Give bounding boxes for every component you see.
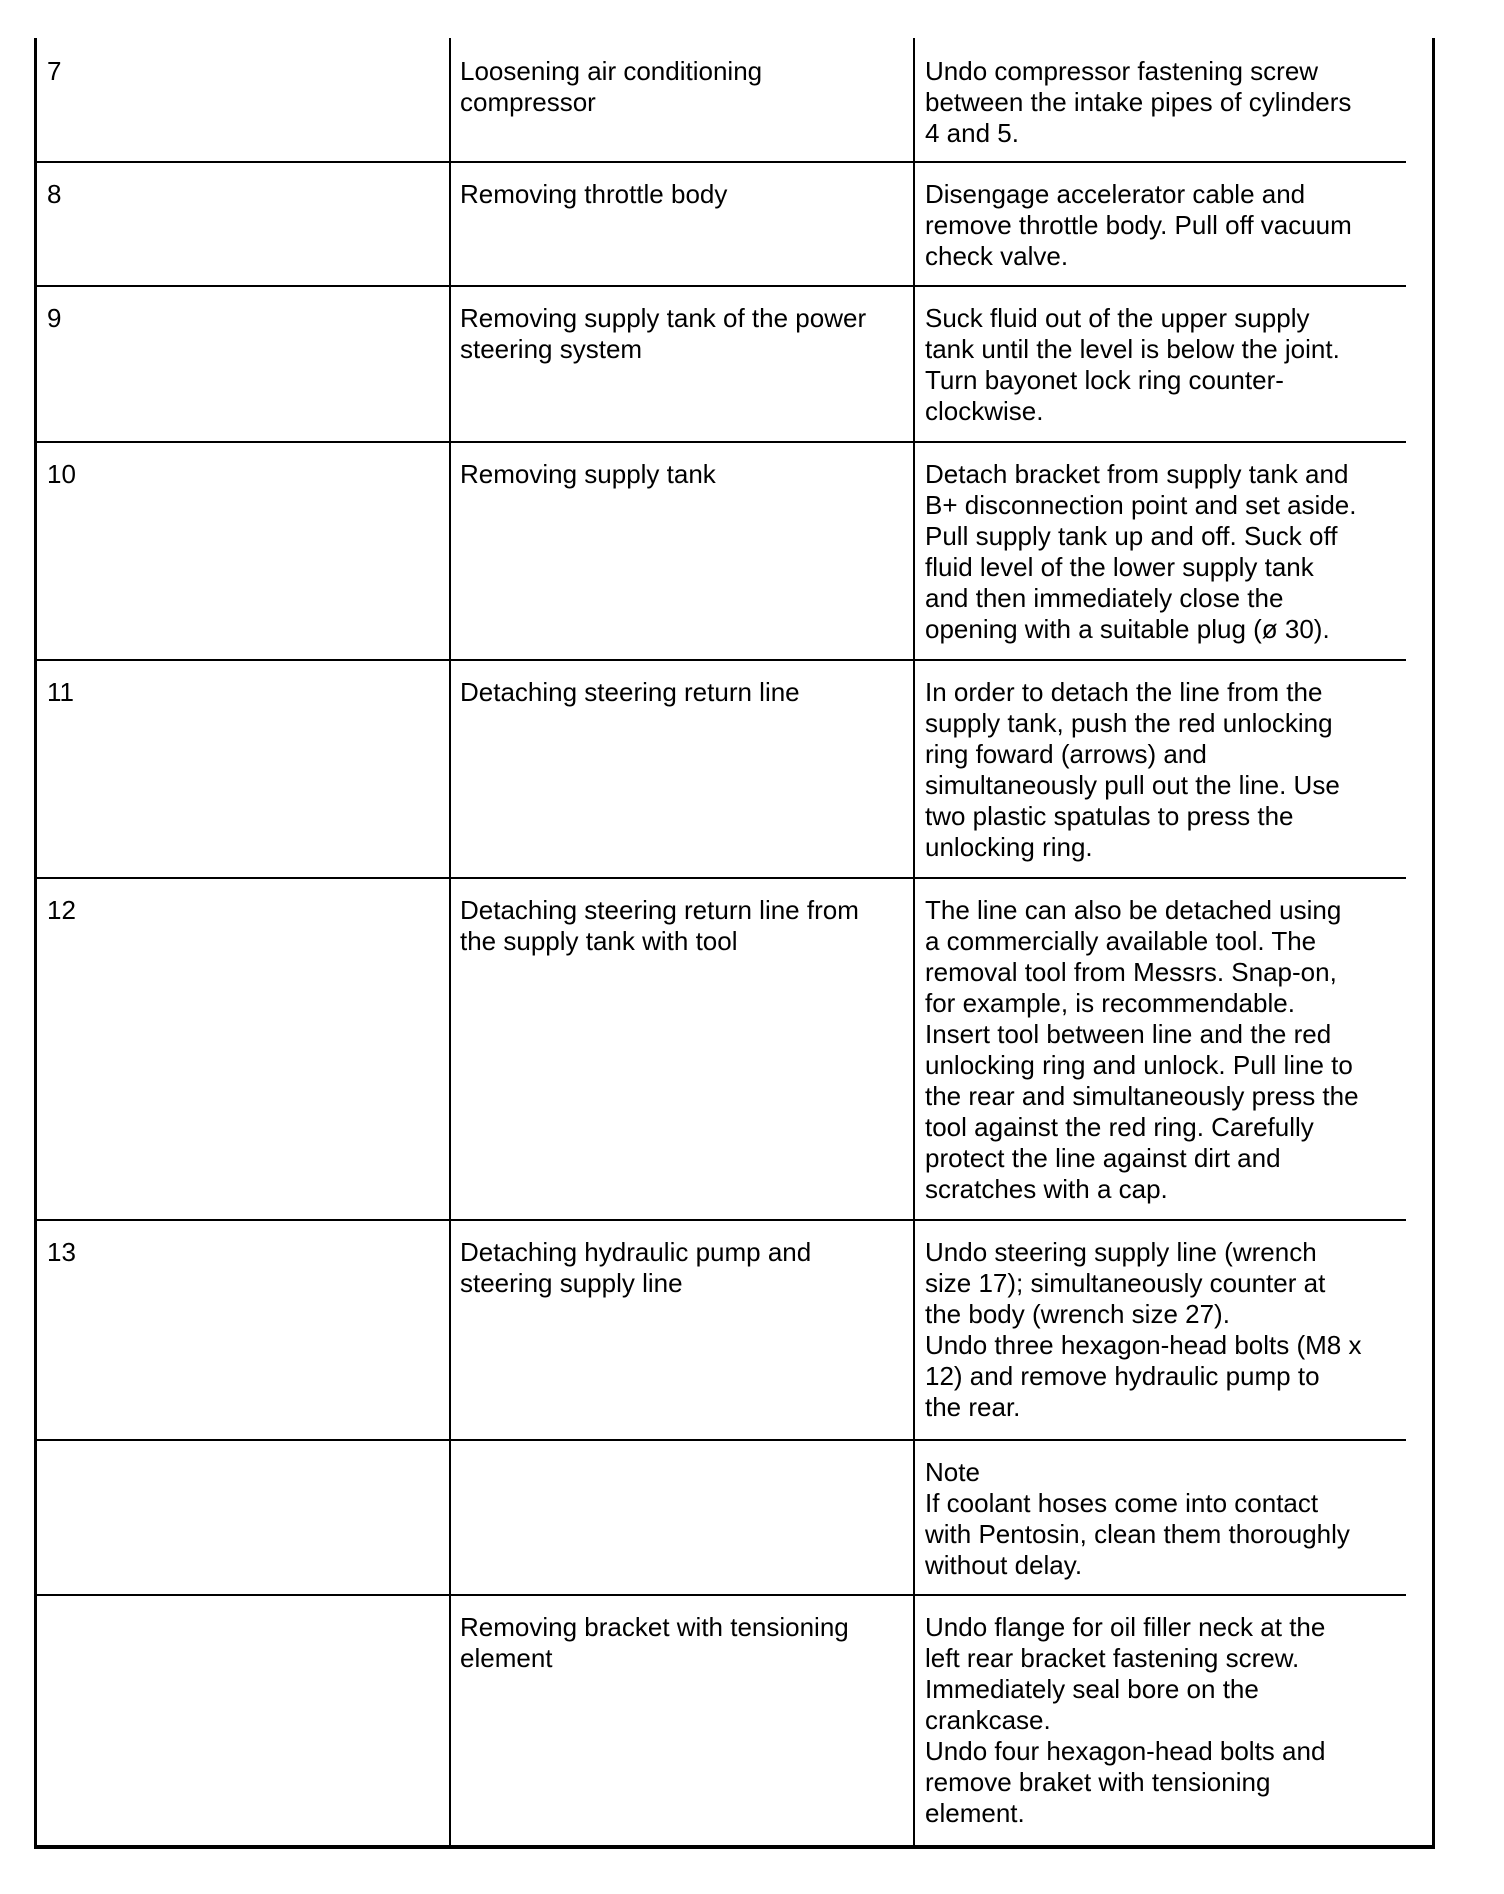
step-number: 11 [47, 677, 74, 707]
step-title: Detaching steering return line from the supply tank with tool [460, 895, 859, 956]
table-row [36, 287, 1406, 443]
step-title: Loosening air conditioning compressor [460, 56, 763, 117]
step-description: In order to detach the line from the supply tank, push the red unlocking ring foward (arrows) and simultaneously pull out the line. Use two plastic spatulas to press the unlocking ring. [925, 677, 1340, 862]
step-description: Disengage accelerator cable and remove throttle body. Pull off vacuum check valve. [925, 179, 1352, 271]
table-row [36, 443, 1406, 661]
step-description: Detach bracket from supply tank and B+ disconnection point and set aside. Pull supply tank up and off. Suck off fluid level of the lower supply tank and then immediately close the opening with a suitable plug (ø 30). [925, 459, 1357, 644]
table-row [36, 1221, 1406, 1441]
step-title: Removing throttle body [460, 179, 728, 209]
step-number: 10 [47, 459, 76, 489]
table-bottom-border [34, 1845, 1435, 1849]
step-description: Undo flange for oil filler neck at the left rear bracket fastening screw. Immediately seal bore on the crankcase. Undo four hexagon-head bolts and remove braket with tensioning element. [925, 1612, 1326, 1828]
step-number: 7 [47, 56, 62, 86]
table-row-note [36, 1441, 1406, 1596]
table-row [36, 163, 1406, 287]
step-description: Undo steering supply line (wrench size 17); simultaneously counter at the body (wrench size 27). Undo three hexagon-head bolts (M8 x 12) and remove hydraulic pump to the rear. [925, 1237, 1362, 1422]
table-row [36, 879, 1406, 1221]
step-description: Undo compressor fastening screw between the intake pipes of cylinders 4 and 5. [925, 56, 1352, 148]
table-right-border [1432, 38, 1435, 1848]
step-title: Detaching hydraulic pump and steering supply line [460, 1237, 812, 1298]
step-description: The line can also be detached using a commercially available tool. The removal tool from Messrs. Snap-on, for example, is recommendable. Insert tool between line and the red unlocking ring and unlock. Pull line to the rear and simultaneously press the tool against the red ring. Carefully protect the line against dirt and scratches with a cap. [925, 895, 1359, 1204]
step-title: Removing bracket with tensioning element [460, 1612, 849, 1673]
table-body [36, 40, 1406, 1844]
step-number: 12 [47, 895, 76, 925]
step-title: Detaching steering return line [460, 677, 800, 707]
note-text: Note If coolant hoses come into contact with Pentosin, clean them thoroughly without delay. [925, 1457, 1350, 1580]
step-title: Removing supply tank of the power steering system [460, 303, 867, 364]
table-row [36, 1596, 1406, 1844]
step-title: Removing supply tank [460, 459, 716, 489]
step-number: 8 [47, 179, 62, 209]
step-description: Suck fluid out of the upper supply tank until the level is below the joint. Turn bayonet lock ring counter- clockwise. [925, 303, 1340, 426]
table-row [36, 661, 1406, 879]
step-number: 13 [47, 1237, 76, 1267]
table-row [36, 40, 1406, 163]
step-number: 9 [47, 303, 62, 333]
